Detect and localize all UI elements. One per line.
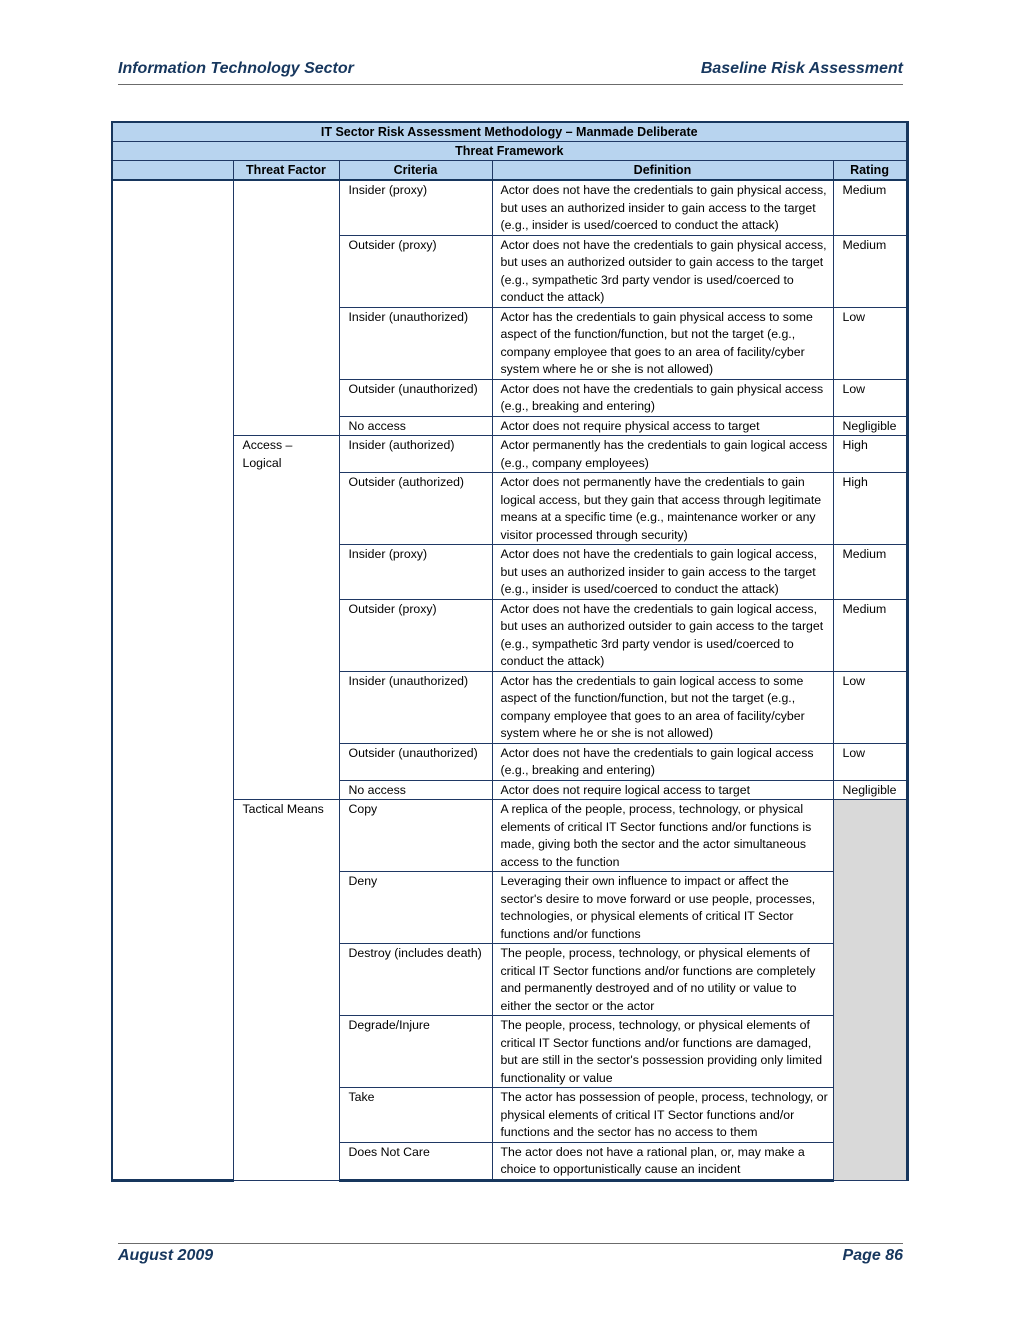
definition-text: Actor has the credentials to gain logical access to some aspect of the function/function, but not the target (e.g., company employee that goes to an area of facility/cyber system where he or she is not allowed) bbox=[500, 673, 805, 740]
definition-text: Actor does not have the credentials to gain physical access (e.g., breaking and entering) bbox=[500, 381, 824, 413]
rating-value: Medium bbox=[842, 237, 887, 252]
criteria-label: Outsider (proxy) bbox=[348, 601, 437, 616]
rating-cell bbox=[833, 599, 907, 671]
table-body bbox=[112, 180, 907, 1180]
criteria-cell bbox=[339, 436, 492, 473]
definition-cell bbox=[492, 416, 833, 436]
definition-cell bbox=[492, 307, 833, 379]
footer-date: August 2009 bbox=[118, 1247, 214, 1264]
criteria-cell bbox=[339, 671, 492, 743]
criteria-cell bbox=[339, 379, 492, 416]
definition-text: Actor does not have the credentials to gain logical access, but uses an authorized insider to gain access to the target (e.g., insider is used/coerced to conduct the attack) bbox=[500, 547, 817, 596]
rating-cell bbox=[833, 436, 907, 473]
threat-factor-cell bbox=[233, 180, 339, 436]
threat-factor-cell bbox=[233, 800, 339, 1181]
definition-text: The actor has possession of people, process, technology, or physical elements of critical IT Sector functions and/or functions and the sector has no access to them bbox=[500, 1090, 828, 1139]
criteria-label: Outsider (unauthorized) bbox=[348, 381, 478, 396]
criteria-label: Insider (authorized) bbox=[348, 438, 455, 452]
definition-cell bbox=[492, 1142, 833, 1180]
criteria-label: Outsider (proxy) bbox=[348, 237, 437, 252]
criteria-label: Insider (proxy) bbox=[348, 547, 428, 561]
definition-text: Actor has the credentials to gain physical access to some aspect of the function/function, but not the target (e.g., company employee that goes to an area of facility/cyber system where he or she is not allowed) bbox=[500, 309, 813, 376]
rating-cell bbox=[833, 780, 907, 800]
rating-value: Negligible bbox=[842, 782, 897, 797]
rating-cell bbox=[833, 671, 907, 743]
rating-value: Negligible bbox=[842, 418, 897, 433]
definition-cell bbox=[492, 379, 833, 416]
table-subtitle: Threat Framework bbox=[112, 142, 907, 161]
definition-cell bbox=[492, 1016, 833, 1088]
column-header-blank bbox=[112, 161, 233, 181]
criteria-cell bbox=[339, 1088, 492, 1143]
definition-cell bbox=[492, 436, 833, 473]
criteria-label: Outsider (unauthorized) bbox=[348, 745, 478, 760]
criteria-cell bbox=[339, 743, 492, 780]
criteria-label: Deny bbox=[348, 874, 378, 888]
definition-text: A replica of the people, process, technology, or physical elements of critical IT Sector functions and/or functions is made, giving both the sector and the actor simultaneous access to the function bbox=[500, 802, 812, 869]
rating-value: Low bbox=[842, 381, 866, 396]
rating-cell bbox=[833, 379, 907, 416]
criteria-label: Degrade/Injure bbox=[348, 1018, 430, 1032]
definition-cell bbox=[492, 180, 833, 235]
column-header-rating: Rating bbox=[833, 161, 907, 181]
definition-text: Actor does not have the credentials to gain physical access, but uses an authorized insider to gain access to the target (e.g., insider is used/coerced to conduct the attack) bbox=[500, 183, 827, 232]
rating-value: High bbox=[842, 438, 868, 452]
threat-factor-label: Access – Logical bbox=[242, 438, 293, 470]
page-header bbox=[118, 60, 903, 82]
definition-cell bbox=[492, 1088, 833, 1143]
footer-page-number: Page 86 bbox=[842, 1247, 903, 1264]
criteria-cell bbox=[339, 780, 492, 800]
rating-value: Low bbox=[842, 673, 866, 688]
table-row bbox=[112, 180, 907, 235]
rating-value: Low bbox=[842, 745, 866, 760]
footer-rule bbox=[118, 1243, 903, 1244]
page-footer bbox=[118, 1247, 903, 1269]
criteria-label: Copy bbox=[348, 802, 378, 816]
criteria-label: Insider (unauthorized) bbox=[348, 673, 469, 688]
rating-cell bbox=[833, 307, 907, 379]
definition-text: The people, process, technology, or physical elements of critical IT Sector functions and/or functions are completely and permanently destroyed and of no utility or value to either the sector or the actor bbox=[500, 946, 816, 1013]
definition-text: Actor does not have the credentials to gain logical access, but uses an authorized outsider to gain access to the target (e.g., sympathetic 3rd party vendor is used/coerced to conduct the attack) bbox=[500, 601, 824, 668]
definition-cell bbox=[492, 743, 833, 780]
rating-cell-shaded bbox=[833, 800, 907, 1181]
rating-value: Medium bbox=[842, 183, 887, 197]
blank-left-column bbox=[112, 180, 233, 1180]
rating-cell bbox=[833, 416, 907, 436]
criteria-cell bbox=[339, 1016, 492, 1088]
criteria-label: Outsider (authorized) bbox=[348, 475, 465, 489]
criteria-cell bbox=[339, 800, 492, 872]
definition-text: Actor does not permanently have the credentials to gain logical access, but they gain that access through legitimate means at a specific time (e.g., maintenance worker or any visitor processed through security) bbox=[500, 475, 822, 542]
threat-factor-cell bbox=[233, 436, 339, 800]
definition-text: Leveraging their own influence to impact or affect the sector's desire to move forward or use people, processes, technologies, or physical elements of critical IT Sector functions and/or functions bbox=[500, 874, 816, 941]
definition-text: Actor does not require logical access to target bbox=[500, 782, 750, 797]
rating-cell bbox=[833, 180, 907, 235]
definition-cell bbox=[492, 599, 833, 671]
criteria-cell bbox=[339, 872, 492, 944]
definition-cell bbox=[492, 671, 833, 743]
definition-text: The actor does not have a rational plan, or, may make a choice to opportunistically cause an incident bbox=[500, 1144, 805, 1176]
criteria-cell bbox=[339, 473, 492, 545]
rating-value: Medium bbox=[842, 547, 887, 561]
threat-framework-table bbox=[111, 121, 909, 1182]
column-header-row bbox=[112, 161, 907, 181]
header-rule bbox=[118, 84, 903, 85]
criteria-cell bbox=[339, 180, 492, 235]
criteria-cell bbox=[339, 307, 492, 379]
criteria-cell bbox=[339, 944, 492, 1016]
criteria-label: Insider (unauthorized) bbox=[348, 309, 469, 324]
criteria-cell bbox=[339, 599, 492, 671]
rating-value: High bbox=[842, 475, 868, 489]
criteria-label: No access bbox=[348, 418, 406, 433]
threat-factor-label bbox=[234, 181, 339, 182]
criteria-label: Take bbox=[348, 1090, 375, 1104]
column-header-threat-factor: Threat Factor bbox=[233, 161, 339, 181]
criteria-cell bbox=[339, 545, 492, 600]
definition-cell bbox=[492, 780, 833, 800]
definition-cell bbox=[492, 944, 833, 1016]
rating-value: Low bbox=[842, 309, 866, 324]
definition-cell bbox=[492, 235, 833, 307]
criteria-label: No access bbox=[348, 782, 406, 797]
definition-text: The people, process, technology, or physical elements of critical IT Sector functions and/or functions are damaged, but are still in the sector's possession providing only limited functionality or value bbox=[500, 1018, 823, 1085]
column-header-criteria: Criteria bbox=[339, 161, 492, 181]
criteria-cell bbox=[339, 416, 492, 436]
criteria-cell bbox=[339, 235, 492, 307]
column-header-definition: Definition bbox=[492, 161, 833, 181]
rating-value: Medium bbox=[842, 601, 887, 616]
threat-factor-label: Tactical Means bbox=[242, 802, 324, 816]
criteria-label: Does Not Care bbox=[348, 1144, 430, 1159]
definition-text: Actor permanently has the credentials to gain logical access (e.g., company employees) bbox=[500, 438, 828, 470]
definition-text: Actor does not have the credentials to gain logical access (e.g., breaking and entering) bbox=[500, 745, 814, 777]
definition-cell bbox=[492, 473, 833, 545]
definition-cell bbox=[492, 800, 833, 872]
header-document-title: Baseline Risk Assessment bbox=[700, 60, 903, 77]
header-sector-title: Information Technology Sector bbox=[118, 60, 354, 77]
rating-cell bbox=[833, 473, 907, 545]
definition-text: Actor does not require physical access to target bbox=[500, 418, 760, 433]
rating-cell bbox=[833, 235, 907, 307]
definition-cell bbox=[492, 545, 833, 600]
definition-cell bbox=[492, 872, 833, 944]
table-title-row bbox=[112, 122, 907, 142]
table-subtitle-row bbox=[112, 142, 907, 161]
definition-text: Actor does not have the credentials to gain physical access, but uses an authorized outsider to gain access to the target (e.g., sympathetic 3rd party vendor is used/coerced to conduct the attack) bbox=[500, 237, 827, 304]
table-title: IT Sector Risk Assessment Methodology – Manmade Deliberate bbox=[112, 122, 907, 142]
criteria-label: Destroy (includes death) bbox=[348, 946, 482, 960]
criteria-label: Insider (proxy) bbox=[348, 183, 428, 197]
rating-cell bbox=[833, 743, 907, 780]
criteria-cell bbox=[339, 1142, 492, 1180]
rating-cell bbox=[833, 545, 907, 600]
